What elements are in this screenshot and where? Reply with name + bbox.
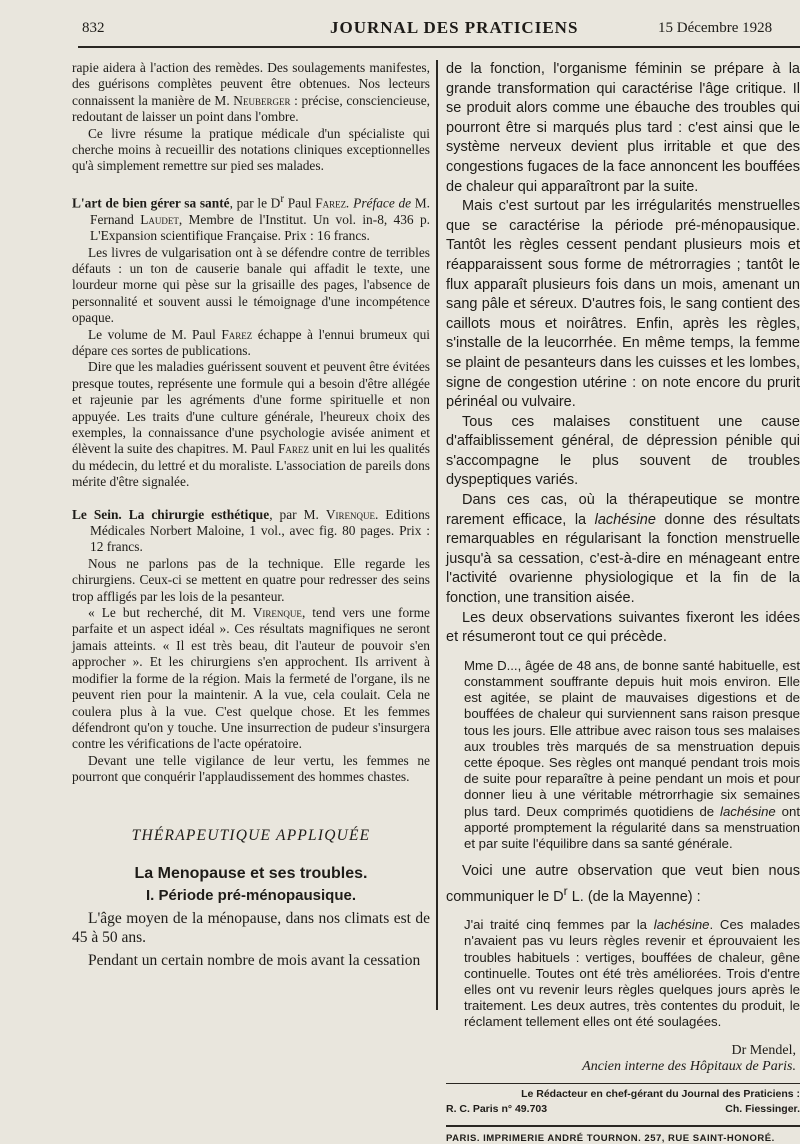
article-paragraph: de la fonction, l'organisme féminin se prépare à la grande transformation qui caractérise l'âge critique. Il se produit alors comme une ébauche des troubles qui pourront être si marqués plus tard : c'est ainsi que le système nerveux devient plus irritable et que des congestions fugaces de la face annoncent les bouffées de chaleur qui apparaîtront par la suite. xyxy=(446,61,800,195)
book-title: Le Sein. La chirurgie esthétique xyxy=(72,506,270,522)
review-paragraph: Le volume de M. Paul Farez échappe à l'ennui brumeux qui dépare ces sortes de publications. xyxy=(72,326,430,358)
review-paragraph: Dire que les maladies guérissent souvent et peuvent être évitées presque toutes, représente une formule qui a besoin d'être allégée et rajeunie par les agréments d'une forme spirituelle et non appuyée. Les traits d'une culture générale, l'heureux choix des exemples, la connaissance d'une psychologie avisée animent et élèvent la suite des chapitres. M. Paul Farez unit en lui les qualités du médecin, du lettré et du moraliste. L'association de pareils dons mérite d'être signalée. xyxy=(72,359,430,490)
review-paragraph: Les livres de vulgarisation ont à se défendre contre de terribles défauts : un ton de causerie banale qui affadit le texte, une lourdeur morne qui pèse sur la grisaille des pages, l'absence de personnalité et souvent aussi le témoignage d'une incompétence opaque. xyxy=(72,244,430,326)
drug-name: lachésine xyxy=(653,917,710,933)
page-number: 832 xyxy=(82,20,105,36)
issue-date: 15 Décembre 1928 xyxy=(658,20,773,36)
article-paragraph: Dans ces cas, où la thérapeutique se montre rarement efficace, la lachésine donne des résultats remarquables en régularisant la fonction menstruelle jusqu'à sa cessation, c'est-à-dire en ménageant entre l'activité ovarienne physiologique et la fin de la fonction, une transition aisée. xyxy=(446,492,800,607)
header-rule xyxy=(78,46,800,48)
book-review-heading: Le Sein. La chirurgie esthétique, par M. Virenque. Editions Médicales Norbert Maloine, 1 vol., avec fig. 80 pages. Prix : 12 francs. xyxy=(72,506,431,555)
drug-name: lachésine xyxy=(594,511,656,528)
intro-paragraph: rapie aidera à l'action des remèdes. Des soulagements manifestes, des guérisons complètes peuvent être obtenues. Nos lecteurs connaissent la manière de M. Neuberger : précise, consciencieuse, redoutant de laisser un point dans l'ombre. xyxy=(72,60,430,125)
article-title: La Menopause et ses troubles. xyxy=(134,864,368,882)
footer-printer: PARIS. IMPRIMERIE ANDRÉ TOURNON. 257, RUE SAINT-HONORÉ. xyxy=(446,1125,800,1144)
article-paragraph: Mais c'est surtout par les irrégularités menstruelles que se caractérise la période pré-ménopausique. Tantôt les règles cessent pendant plusieurs mois et réapparaissent sous forme de métrorragies ; tantôt le flux apparaît plusieurs fois dans un mois, amenant un sang pâle et séreux. D'autres fois, le sang contient des caillots mous et noirâtres. Enfin, après les règles, s'installe de la leucorrhée. En même temps, la femme se plaint de pesanteurs dans les cuisses et les lombes, signe de congestion utérine : on note encore du prurit périnéal ou vulvaire. xyxy=(446,198,800,411)
drug-name: lachésine xyxy=(720,803,776,819)
left-column xyxy=(72,60,430,1020)
case-observation: Mme D..., âgée de 48 ans, de bonne santé habituelle, est constamment souffrante depuis huit mois environ. Elle est agitée, se plaint de mauvaises digestions et de bouffées de chaleur qui surviennent sans raison presque tous les jours. Elle attribue avec raison tous ses malaises aux troubles très marqués de sa menstruation depuis cette époque. Ses règles ont manqué pendant trois mois de suite pour reparaître à peine pendant un mois et pour donner lieu à une véritable métrorrhagie six semaines plus tard. Deux comprimés quotidiens de lachésine ont apporté promptement la régularité dans sa menstruation et par suite l'équilibre dans sa santé générale. xyxy=(464,657,800,852)
article-subtitle: I. Période pré-ménopausique. xyxy=(145,887,357,905)
right-column xyxy=(446,60,800,1144)
footer-editor-line: Le Rédacteur en chef-gérant du Journal des Praticiens : xyxy=(521,1087,800,1100)
signature-role: Ancien interne des Hôpitaux de Paris. xyxy=(582,1058,796,1074)
footer-editor-name: Ch. Fiessinger. xyxy=(725,1102,800,1115)
signature-name: Dr Mendel, xyxy=(731,1042,796,1058)
article-paragraph: Tous ces malaises constituent une cause d'affaiblissement général, de dépression pénible qui s'accompagne le plus souvent de troubles dyspeptiques variés. xyxy=(446,413,800,489)
journal-title: JOURNAL DES PRATICIENS xyxy=(330,18,579,37)
page-header xyxy=(0,0,800,52)
review-paragraph: Nous ne parlons pas de la technique. Elle regarde les chirurgiens. Ceux-ci se mettent en quatre pour redresser des seins trop affligés par les lois de la pesanteur. xyxy=(72,555,430,604)
page-footer xyxy=(446,1088,800,1144)
signature xyxy=(446,1043,800,1075)
article-paragraph: Les deux observations suivantes fixeront les idées et résumeront tout ce qui précède. xyxy=(446,609,800,646)
column-divider xyxy=(436,60,438,1010)
article-paragraph: Voici une autre observation que veut bien nous communiquer le $D^r$ L. (de la Mayenne) : xyxy=(446,863,800,905)
footer-registration: R. C. Paris n° 49.703 xyxy=(446,1102,548,1115)
review-paragraph: Devant une telle vigilance de leur vertu, les femmes ne pourront que conquérir l'applaudissement des hommes chastes. xyxy=(72,752,430,785)
intro-paragraph: Ce livre résume la pratique médicale d'un spécialiste qui cherche moins à recueillir des notations cliniques exceptionnelles qu'à simplement remettre sur pied ses malades. xyxy=(72,125,430,174)
section-heading: THÉRAPEUTIQUE APPLIQUÉE xyxy=(131,826,371,844)
article-paragraph: L'âge moyen de la ménopause, dans nos climats est de 45 à 50 ans. xyxy=(72,909,430,946)
author-name: Neuberger xyxy=(233,92,291,108)
footer-rule xyxy=(446,1083,800,1084)
review-paragraph: « Le but recherché, dit M. Virenque, tend vers une forme parfaite et un aspect idéal ». Ces résultats magnifiques ne seront jamais atteints. « Il est très beau, dit l'auteur de pouvoir s'en approcher ». Et les chirurgiens s'en approchent. Ils arrivent à modifier la forme de la région. Mais la fermeté de l'organe, ils ne peuvent rien pour la maintenir. A la vue, cela coulait. Cela ne coulera plus à la vue. C'est quelque chose. Et les femmes défendront qu'on y touche. Une insurrection de pudeur s'insurgera contre les vérifications de l'acte opératoire. xyxy=(72,605,430,752)
book-title: L'art de bien gérer sa santé xyxy=(72,195,230,211)
book-review-heading: L'art de bien gérer sa santé, par le $D^r$ Paul Farez. Préface de M. Fernand Laudet, Membre de l'Institut. Un vol. in-8, 436 p. L'Expansion scientifique Française. Prix : 16 francs. xyxy=(72,192,430,244)
case-observation: J'ai traité cinq femmes par la lachésine. Ces malades n'avaient pas vu leurs règles revenir et éprouvaient les troubles habituels : vertiges, bouffées de chaleur, gêne continuelle. Toutes ont été très améliorées. Trois d'entre elles ont vu revenir leurs règles quelques jours après le traitement. Les deux autres, très contentes du produit, le réclament tellement elles ont été soulagées. xyxy=(464,917,800,1030)
article-paragraph: Pendant un certain nombre de mois avant la cessation xyxy=(88,951,421,969)
